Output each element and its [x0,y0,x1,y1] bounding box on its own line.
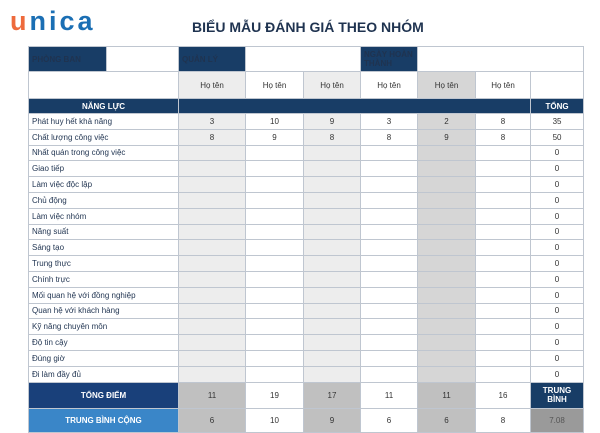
score-cell[interactable]: 8 [476,114,531,130]
score-cell[interactable] [246,350,304,366]
score-cell[interactable] [476,350,531,366]
average-score: 10 [246,408,304,432]
row-total: 0 [531,287,584,303]
blank-cell [29,72,179,99]
score-cell[interactable] [418,224,476,240]
row-total: 35 [531,114,584,130]
score-cell[interactable] [179,366,246,382]
score-cell[interactable] [361,208,418,224]
score-cell[interactable] [304,256,361,272]
score-cell[interactable] [179,192,246,208]
total-score: 11 [179,382,246,408]
table-row [29,350,584,366]
score-cell[interactable]: 9 [418,129,476,145]
score-cell[interactable] [361,287,418,303]
blank-cell [531,72,584,99]
score-cell[interactable] [246,319,304,335]
totals-label: TỔNG ĐIỂM [29,382,179,408]
total-score: 19 [246,382,304,408]
score-cell[interactable]: 8 [476,129,531,145]
row-total: 0 [531,350,584,366]
score-cell[interactable] [304,319,361,335]
table-row [29,129,584,145]
score-cell[interactable] [304,350,361,366]
score-cell[interactable] [361,177,418,193]
competency-label: Độ tin cậy [29,335,179,351]
score-cell[interactable] [179,271,246,287]
employee-name-2[interactable]: Họ tên [246,72,304,99]
score-cell[interactable] [246,177,304,193]
total-header: TỔNG [531,99,584,114]
score-cell[interactable] [179,256,246,272]
score-cell[interactable] [476,271,531,287]
score-cell[interactable] [246,335,304,351]
competency-label: Làm việc độc lập [29,177,179,193]
score-cell[interactable] [476,319,531,335]
score-cell[interactable] [476,224,531,240]
score-cell[interactable] [476,192,531,208]
total-score: 17 [304,382,361,408]
employee-name-6[interactable]: Họ tên [476,72,531,99]
average-score: 9 [304,408,361,432]
competency-label: Phát huy hết khả năng [29,114,179,130]
score-cell[interactable] [179,319,246,335]
score-cell[interactable] [304,303,361,319]
score-cell[interactable]: 3 [361,114,418,130]
score-cell[interactable] [179,240,246,256]
score-cell[interactable] [418,240,476,256]
score-cell[interactable] [246,161,304,177]
competency-label: Kỹ năng chuyên môn [29,319,179,335]
totals-row [29,382,584,408]
row-total: 0 [531,366,584,382]
score-cell[interactable] [476,366,531,382]
row-total: 0 [531,335,584,351]
score-cell[interactable] [179,224,246,240]
score-cell[interactable] [304,240,361,256]
score-cell[interactable] [418,319,476,335]
evaluation-table [28,46,584,433]
competency-label: Nhất quán trong công việc [29,145,179,161]
score-cell[interactable] [246,145,304,161]
score-cell[interactable] [179,145,246,161]
row-total: 0 [531,303,584,319]
score-cell[interactable] [304,192,361,208]
score-cell[interactable] [179,287,246,303]
score-cell[interactable] [246,192,304,208]
score-cell[interactable] [246,256,304,272]
row-total: 0 [531,256,584,272]
score-cell[interactable] [361,366,418,382]
completion-date-input[interactable] [418,47,584,72]
row-total: 0 [531,208,584,224]
table-row [29,256,584,272]
average-score: 6 [418,408,476,432]
table-row [29,303,584,319]
row-total: 0 [531,319,584,335]
total-score: 16 [476,382,531,408]
table-row [29,240,584,256]
score-cell[interactable] [246,240,304,256]
row-total: 0 [531,192,584,208]
row-total: 0 [531,224,584,240]
score-cell[interactable] [179,161,246,177]
row-total: 0 [531,177,584,193]
score-cell[interactable] [246,208,304,224]
averages-label: TRUNG BÌNH CỘNG [29,408,179,432]
score-cell[interactable] [418,366,476,382]
average-header: TRUNG BÌNH [531,382,584,408]
employee-name-3[interactable]: Họ tên [304,72,361,99]
score-cell[interactable] [476,256,531,272]
competency-label: Chất lượng công việc [29,129,179,145]
score-cell[interactable]: 10 [246,114,304,130]
score-cell[interactable] [179,177,246,193]
row-total: 0 [531,240,584,256]
manager-input[interactable] [246,47,361,72]
table-row [29,224,584,240]
score-cell[interactable] [361,350,418,366]
score-cell[interactable]: 2 [418,114,476,130]
competency-label: Năng suất [29,224,179,240]
employee-name-4[interactable]: Họ tên [361,72,418,99]
score-cell[interactable] [304,271,361,287]
score-cell[interactable] [418,177,476,193]
unica-logo: unica [10,6,96,36]
score-cell[interactable]: 8 [361,129,418,145]
table-row [29,177,584,193]
competency-label: Quan hệ với khách hàng [29,303,179,319]
score-cell[interactable] [361,319,418,335]
score-cell[interactable] [418,287,476,303]
score-cell[interactable] [418,350,476,366]
competency-label: Mối quan hệ với đồng nghiệp [29,287,179,303]
score-cell[interactable] [304,177,361,193]
table-row [29,366,584,382]
employee-name-1[interactable]: Họ tên [179,72,246,99]
competency-label: Trung thực [29,256,179,272]
score-cell[interactable] [361,335,418,351]
score-cell[interactable] [418,161,476,177]
score-cell[interactable] [246,271,304,287]
score-cell[interactable] [179,303,246,319]
department-label: PHÒNG BAN [29,47,107,72]
score-cell[interactable] [304,366,361,382]
score-cell[interactable] [179,350,246,366]
score-cell[interactable] [418,256,476,272]
table-row [29,161,584,177]
table-row [29,208,584,224]
score-cell[interactable] [361,224,418,240]
score-cell[interactable] [476,208,531,224]
row-total: 0 [531,145,584,161]
averages-row [29,408,584,432]
score-cell[interactable] [304,335,361,351]
table-row [29,192,584,208]
score-cell[interactable] [179,335,246,351]
competency-label: Đi làm đầy đủ [29,366,179,382]
average-score: 8 [476,408,531,432]
overall-average: 7.08 [531,408,584,432]
table-row [29,287,584,303]
score-cell[interactable] [476,145,531,161]
score-cell[interactable] [476,303,531,319]
score-cell[interactable] [361,256,418,272]
average-score: 6 [179,408,246,432]
score-cell[interactable] [361,145,418,161]
score-cell[interactable]: 9 [304,114,361,130]
score-cell[interactable] [304,224,361,240]
competency-header: NĂNG LỰC [29,99,179,114]
completion-date-label: NGÀY HOÀN THÀNH [361,47,418,72]
total-score: 11 [361,382,418,408]
score-cell[interactable] [246,366,304,382]
score-cell[interactable] [361,240,418,256]
table-row [29,114,584,130]
score-cell[interactable] [418,271,476,287]
score-cell[interactable] [304,145,361,161]
competency-label: Sáng tạo [29,240,179,256]
table-row [29,271,584,287]
score-cell[interactable] [476,177,531,193]
competency-label: Làm việc nhóm [29,208,179,224]
table-row [29,319,584,335]
score-cell[interactable] [476,287,531,303]
competency-label: Giao tiếp [29,161,179,177]
row-total: 50 [531,129,584,145]
score-cell[interactable] [361,271,418,287]
score-cell[interactable] [476,335,531,351]
score-cell[interactable] [418,208,476,224]
manager-label: QUẢN LÝ [179,47,246,72]
total-score: 11 [418,382,476,408]
row-total: 0 [531,161,584,177]
score-cell[interactable] [304,287,361,303]
score-cell[interactable] [246,287,304,303]
page-title: BIỂU MẪU ĐÁNH GIÁ THEO NHÓM [192,19,424,35]
score-cell[interactable] [418,192,476,208]
score-cell[interactable]: 3 [179,114,246,130]
table-row [29,335,584,351]
score-cell[interactable] [361,161,418,177]
score-cell[interactable]: 8 [304,129,361,145]
competency-label: Chủ động [29,192,179,208]
score-cell[interactable] [246,224,304,240]
score-cell[interactable] [304,161,361,177]
employee-name-5[interactable]: Họ tên [418,72,476,99]
average-score: 6 [361,408,418,432]
score-cell[interactable] [418,145,476,161]
department-input[interactable] [107,47,179,72]
score-cell[interactable] [179,208,246,224]
score-cell[interactable] [304,208,361,224]
competency-label: Đúng giờ [29,350,179,366]
header-spacer [179,99,531,114]
score-cell[interactable] [361,303,418,319]
score-cell[interactable] [476,240,531,256]
row-total: 0 [531,271,584,287]
score-cell[interactable] [246,303,304,319]
score-cell[interactable] [476,161,531,177]
score-cell[interactable]: 8 [179,129,246,145]
table-row [29,145,584,161]
score-cell[interactable] [361,192,418,208]
score-cell[interactable]: 9 [246,129,304,145]
score-cell[interactable] [418,303,476,319]
competency-label: Chính trực [29,271,179,287]
score-cell[interactable] [418,335,476,351]
